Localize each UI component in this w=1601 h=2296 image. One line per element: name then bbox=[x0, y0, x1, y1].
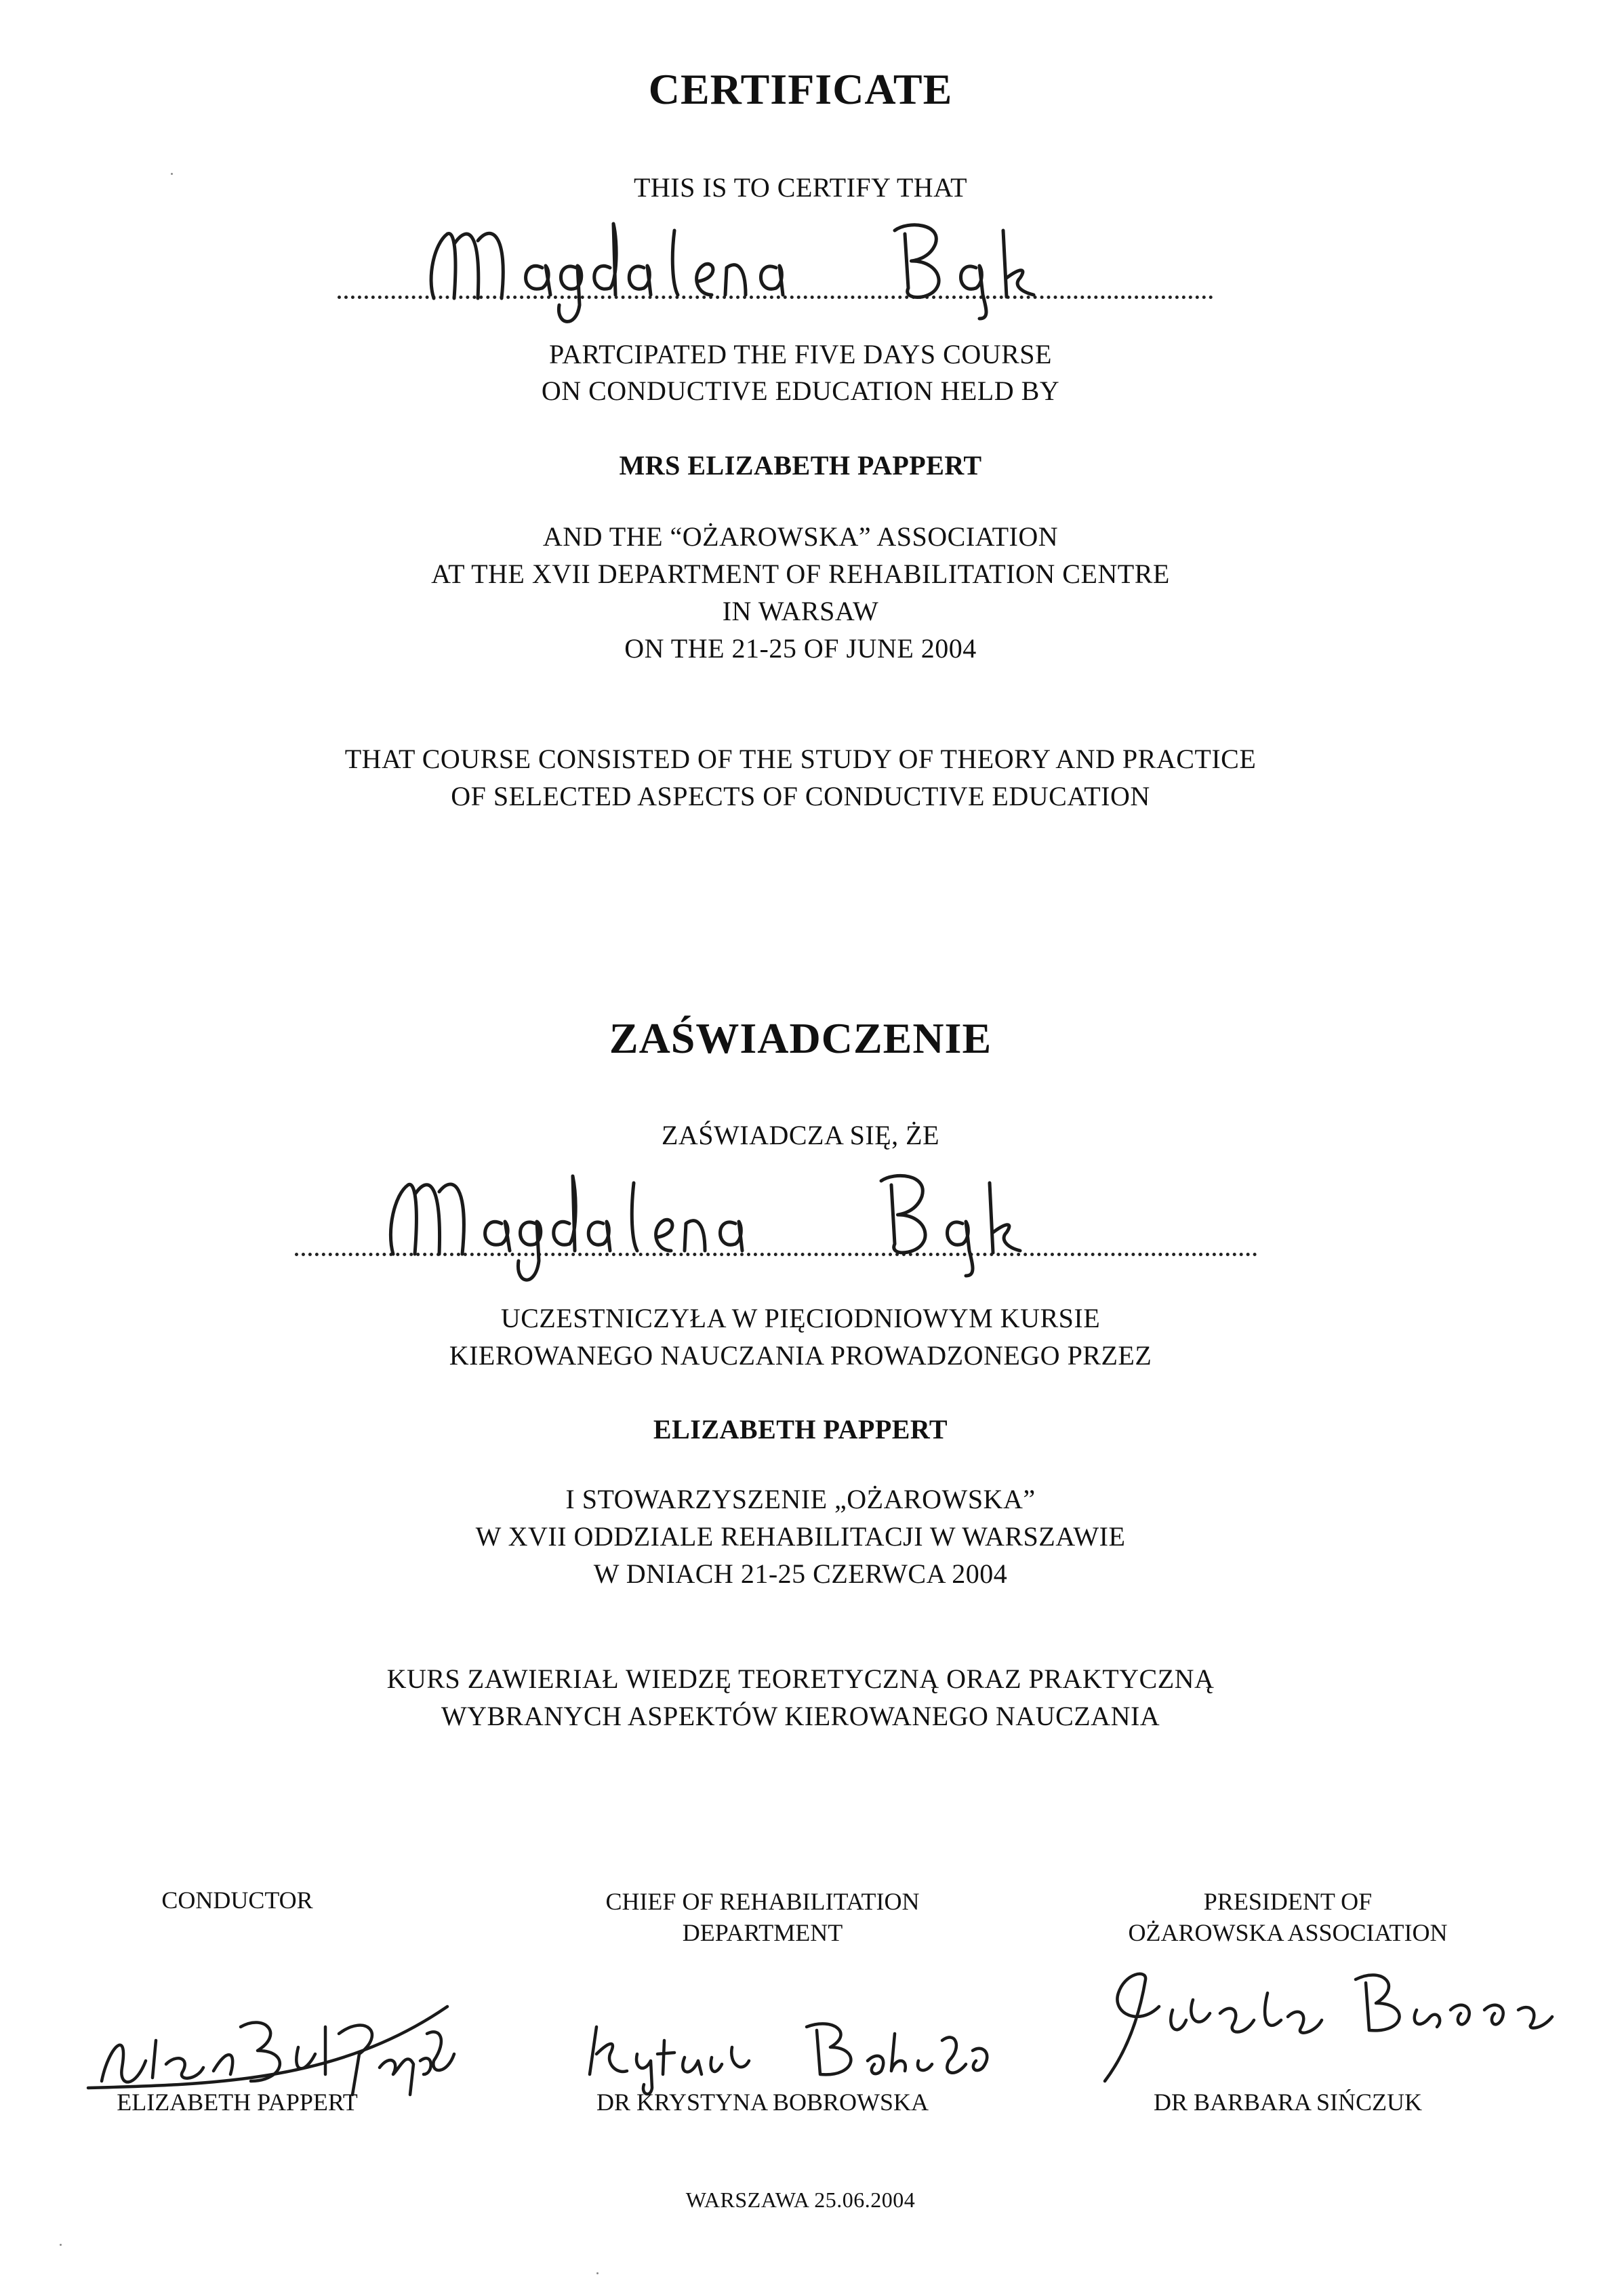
department-line-pl: W XVII ODDZIALE REHABILITACJI W WARSZAWIE bbox=[475, 1521, 1126, 1552]
course-line-1-pl: UCZESTNICZYŁA W PIĘCIODNIOWYM KURSIE bbox=[500, 1303, 1101, 1333]
chief-role-2: DEPARTMENT bbox=[682, 1919, 843, 1946]
president-name: DR BARBARA SIŃCZUK bbox=[1153, 2089, 1423, 2116]
handwritten-name-pl bbox=[366, 1152, 1179, 1288]
scan-speck bbox=[60, 2244, 62, 2246]
scan-speck bbox=[171, 173, 173, 175]
certify-intro: THIS IS TO CERTIFY THAT bbox=[633, 172, 968, 203]
content-line-1-pl: KURS ZAWIERIAŁ WIEDZĘ TEORETYCZNĄ ORAZ PRAKTYCZNĄ bbox=[386, 1664, 1215, 1694]
date-line-pl: W DNIACH 21-25 CZERWCA 2004 bbox=[593, 1558, 1008, 1589]
course-line-1: PARTCIPATED THE FIVE DAYS COURSE bbox=[549, 339, 1052, 369]
course-line-2: ON CONDUCTIVE EDUCATION HELD BY bbox=[541, 376, 1060, 406]
content-line-2-pl: WYBRANYCH ASPEKTÓW KIEROWANEGO NAUCZANIA bbox=[441, 1701, 1160, 1731]
department-line-en: AT THE XVII DEPARTMENT OF REHABILITATION CENTRE bbox=[431, 559, 1170, 589]
content-line-2-en: OF SELECTED ASPECTS OF CONDUCTIVE EDUCATION bbox=[451, 781, 1150, 811]
scan-speck bbox=[596, 2272, 599, 2274]
conductor-name: ELIZABETH PAPPERT bbox=[117, 2089, 358, 2116]
zaswiadczenie-title: ZAŚWIADCZENIE bbox=[609, 1014, 992, 1062]
teacher-name-pl: ELIZABETH PAPPERT bbox=[653, 1414, 948, 1445]
president-role-2: OŻAROWSKA ASSOCIATION bbox=[1128, 1919, 1448, 1946]
association-line-en: AND THE “OŻAROWSKA” ASSOCIATION bbox=[542, 521, 1059, 552]
president-role-1: PRESIDENT OF bbox=[1203, 1888, 1373, 1915]
chief-role-1: CHIEF OF REHABILITATION bbox=[605, 1888, 920, 1915]
city-line-en: IN WARSAW bbox=[722, 596, 879, 626]
association-line-pl: I STOWARZYSZENIE „OŻAROWSKA” bbox=[565, 1484, 1036, 1514]
handwritten-name-en bbox=[407, 203, 1220, 325]
conductor-role: CONDUCTOR bbox=[161, 1887, 313, 1914]
content-line-1-en: THAT COURSE CONSISTED OF THE STUDY OF THEORY AND PRACTICE bbox=[344, 744, 1257, 774]
chief-name: DR KRYSTYNA BOBROWSKA bbox=[596, 2089, 929, 2116]
zaswiadcza-intro: ZAŚWIADCZA SIĘ, ŻE bbox=[661, 1120, 940, 1150]
date-line-en: ON THE 21-25 OF JUNE 2004 bbox=[624, 633, 977, 664]
place-date: WARSZAWA 25.06.2004 bbox=[685, 2188, 916, 2212]
teacher-name-en: MRS ELIZABETH PAPPERT bbox=[619, 450, 982, 481]
certificate-title: CERTIFICATE bbox=[648, 65, 953, 113]
course-line-2-pl: KIEROWANEGO NAUCZANIA PROWADZONEGO PRZEZ bbox=[449, 1340, 1152, 1371]
president-signature bbox=[1085, 1952, 1559, 2088]
